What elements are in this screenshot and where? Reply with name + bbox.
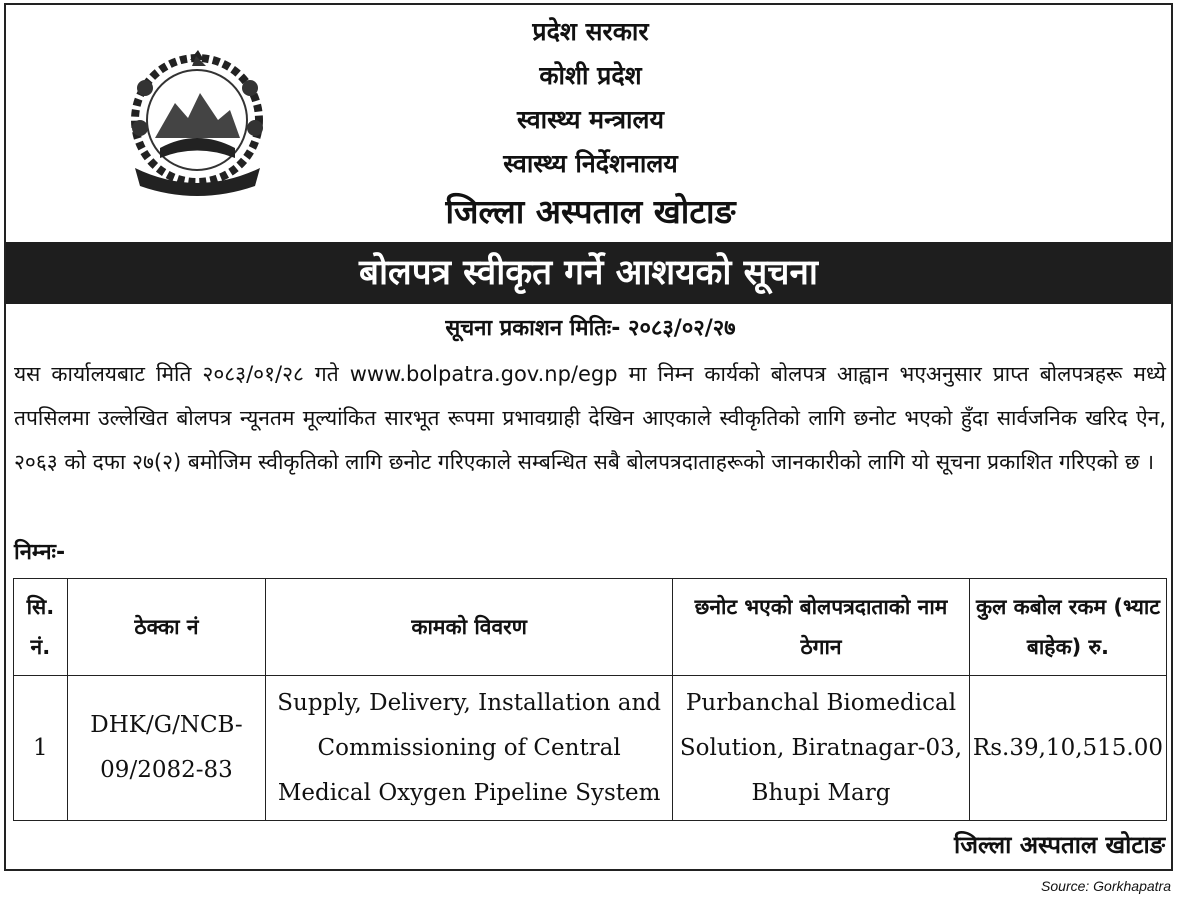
table-header-row — [14, 579, 1167, 676]
header-contract-no: ठेक्का नं — [67, 579, 265, 676]
notice-title-banner: बोलपत्र स्वीकृत गर्ने आशयको सूचना — [6, 242, 1171, 304]
header-ministry: स्वास्थ्य मन्त्रालय — [517, 105, 664, 134]
header-work-description: कामको विवरण — [266, 579, 673, 676]
list-label: निम्नः- — [14, 540, 66, 565]
source-credit: Source: Gorkhapatra — [1041, 878, 1171, 894]
header-hospital: जिल्ला अस्पताल खोटाङ — [445, 192, 736, 231]
notice-body: यस कार्यालयबाट मिति २०८३/०१/२८ गते www.bolpatra.gov.np/egp मा निम्न कार्यको बोलपत्र आह्वान भएअनुसार प्राप्त बोलपत्रहरू मध्ये तपसिलमा उल्लेखित बोलपत्र न्यूनतम मूल्यांकित सारभूत रूपमा प्रभावग्राही देखिन आएकाले स्वीकृतिको लागि छनोट भएको हुँदा सार्वजनिक खरिद ऐन, २०६३ को दफा २७(२) बमोजिम स्वीकृतिको लागि छनोट गरिएकाले सम्बन्धित सबै बोलपत्रदाताहरूको जानकारीको लागि यो सूचना प्रकाशित गरिएको छ । — [14, 362, 1166, 474]
cell-serial: 1 — [14, 676, 68, 821]
header-directorate: स्वास्थ्य निर्देशनालय — [503, 149, 678, 178]
cell-bid-amount: Rs.39,10,515.00 — [969, 676, 1166, 821]
cell-bidder-name: Purbanchal Biomedical Solution, Biratnagar-03, Bhupi Marg — [673, 676, 970, 821]
header-serial: सि. नं. — [14, 579, 68, 676]
publication-date: सूचना प्रकाशन मितिः- २०८३/०२/२७ — [445, 316, 736, 341]
header-bidder-name: छनोट भएको बोलपत्रदाताको नाम ठेगान — [673, 579, 970, 676]
bid-table — [13, 578, 1167, 821]
signature-hospital: जिल्ला अस्पताल खोटाङ — [954, 831, 1165, 859]
header-province: कोशी प्रदेश — [539, 61, 642, 90]
header-bid-amount: कुल कबोल रकम (भ्याट बाहेक) रु. — [969, 579, 1166, 676]
header-government: प्रदेश सरकार — [532, 17, 649, 46]
table-row — [14, 676, 1167, 821]
cell-contract-no: DHK/G/NCB-09/2082-83 — [67, 676, 265, 821]
cell-work-description: Supply, Delivery, Installation and Commissioning of Central Medical Oxygen Pipeline System — [266, 676, 673, 821]
